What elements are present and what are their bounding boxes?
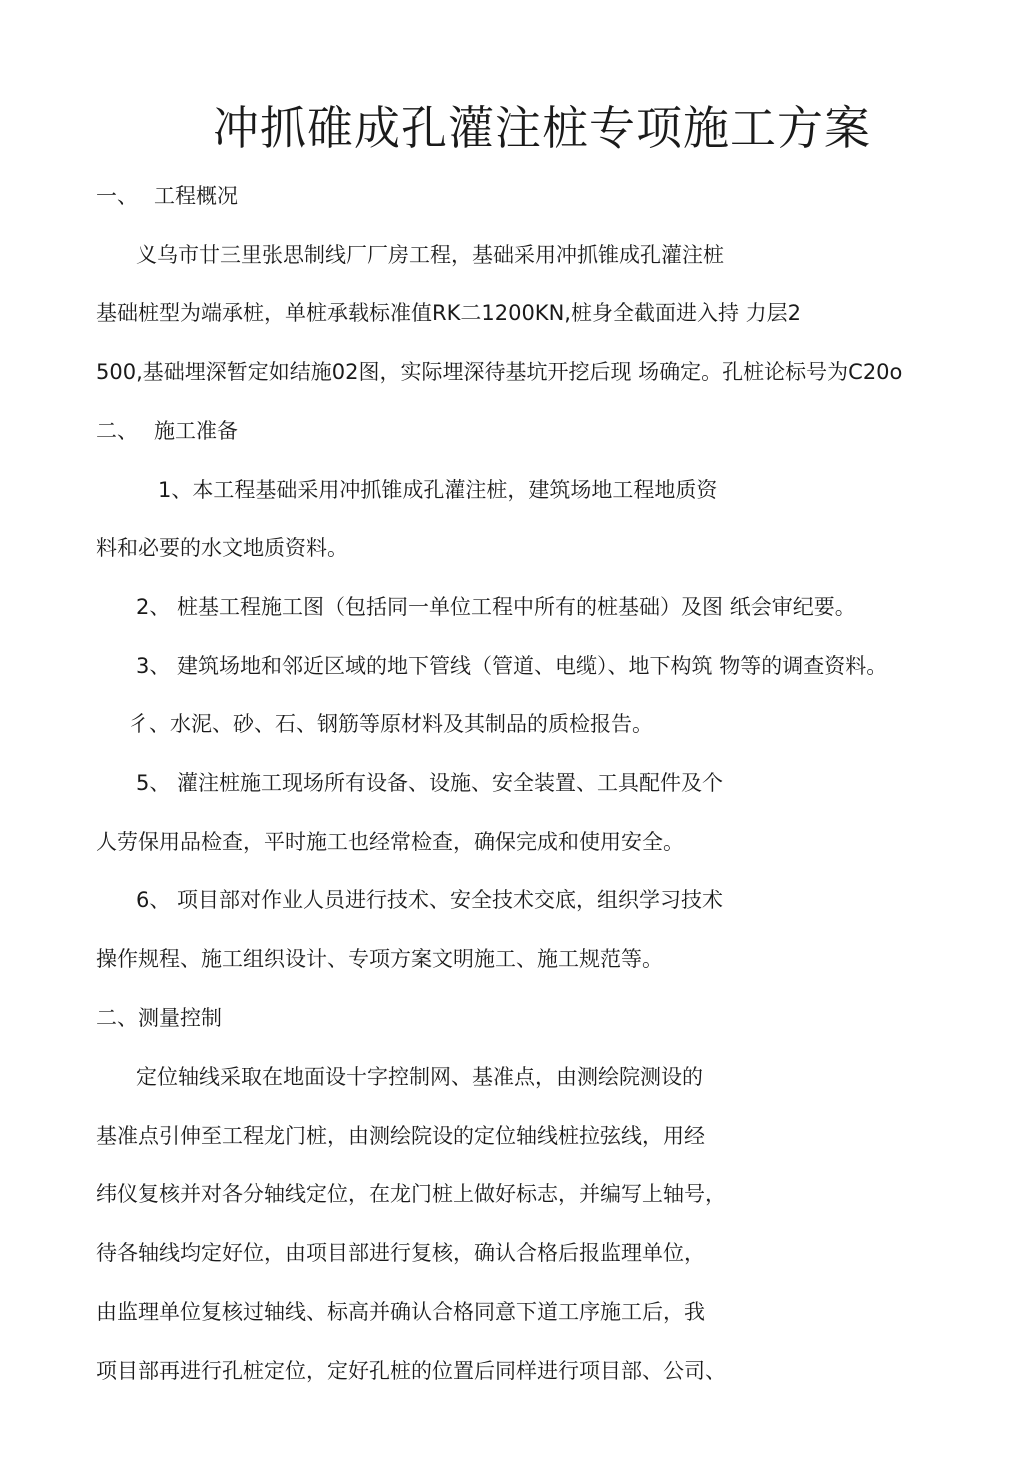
section-heading-overview (96, 182, 238, 210)
paragraph-line: 义乌市廿三里张思制线厂厂房工程，基础采用冲抓锥成孔灌注桩 (136, 243, 724, 267)
document-title: 冲抓碓成孔灌注桩专项施工方案 (213, 101, 871, 155)
list-item: 6、 项目部对作业人员进行技术、安全技术交底，组织学习技术 (136, 888, 724, 912)
paragraph-line: 操作规程、施工组织设计、专项方案文明施工、施工规范等。 (96, 947, 663, 971)
section-number: 一、 (96, 184, 138, 208)
paragraph-line: 基准点引伸至工程龙门桩，由测绘院设的定位轴线桩拉弦线，用经 (96, 1124, 705, 1148)
paragraph-line: 基础桩型为端承桩，单桩承载标准值RK二1200KN,桩身全截面进入持 力层2 (96, 301, 801, 325)
paragraph-line: 待各轴线均定好位，由项目部进行复核，确认合格后报监理单位， (96, 1241, 705, 1265)
section-number: 二、 (96, 419, 138, 443)
section-heading-survey: 二、测量控制 (96, 1006, 222, 1030)
section-heading-text: 工程概况 (154, 184, 238, 208)
list-item: 彳、水泥、砂、石、钢筋等原材料及其制品的质检报告。 (128, 712, 653, 736)
list-item: 1、本工程基础采用冲抓锥成孔灌注桩，建筑场地工程地质资 (158, 478, 718, 502)
paragraph-line: 料和必要的水文地质资料。 (96, 536, 348, 560)
paragraph-line: 项目部再进行孔桩定位，定好孔桩的位置后同样进行项目部、公司、 (96, 1359, 726, 1383)
section-heading-preparation (96, 417, 238, 445)
section-heading-text: 施工准备 (154, 419, 238, 443)
paragraph-line: 纬仪复核并对各分轴线定位，在龙门桩上做好标志，并编写上轴号， (96, 1182, 726, 1206)
paragraph-line: 500,基础埋深暂定如结施02图，实际埋深待基坑开挖后现 场确定。孔桩论标号为C20o (96, 360, 903, 384)
paragraph-line: 人劳保用品检查，平时施工也经常检查，确保完成和使用安全。 (96, 830, 684, 854)
paragraph-line: 由监理单位复核过轴线、标高并确认合格同意下道工序施工后，我 (96, 1300, 705, 1324)
list-item: 2、 桩基工程施工图（包括同一单位工程中所有的桩基础）及图 纸会审纪要。 (136, 595, 856, 619)
list-item: 5、 灌注桩施工现场所有设备、设施、安全装置、工具配件及个 (136, 771, 724, 795)
paragraph-line: 定位轴线采取在地面设十字控制网、基准点，由测绘院测设的 (136, 1065, 703, 1089)
list-item: 3、 建筑场地和邻近区域的地下管线（管道、电缆）、地下构筑 物等的调查资料。 (136, 654, 888, 678)
